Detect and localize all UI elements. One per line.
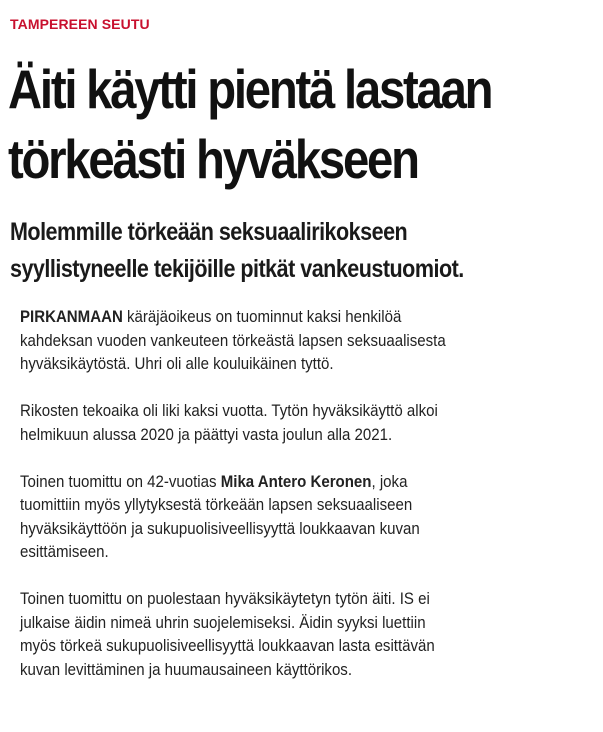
lead-line-1: Molemmille törkeään seksuaalirikokseen: [10, 218, 408, 246]
body-p1-lead-word: PIRKANMAAN: [20, 307, 123, 326]
lead-line-2: syyllistyneelle tekijöille pitkät vankeustuomiot.: [10, 255, 464, 283]
body-p3-line-3: hyväksikäyttöön ja sukupuolisiveellisyyttä loukkaavan kuvan: [20, 518, 420, 538]
body-p2-line-2: helmikuun alussa 2020 ja päättyi vasta joulun alla 2021.: [20, 424, 393, 444]
body-p1-line-1-rest: käräjäoikeus on tuominnut kaksi henkilöä: [122, 307, 402, 326]
headline-line-2: törkeästi hyväkseen: [8, 128, 418, 190]
body-p4-line-3: myös törkeä sukupuolisiveellisyyttä loukkaavan lasta esittävän: [20, 636, 435, 655]
section-label[interactable]: TAMPEREEN SEUTU: [10, 16, 150, 32]
body-paragraph-4: [20, 587, 586, 681]
body-paragraph-2: [20, 399, 586, 446]
body-paragraph-1: [20, 305, 586, 376]
body-p3-line-2: tuomittiin myös yllytyksestä törkeään lapsen seksuaaliseen: [20, 495, 413, 514]
body-p3-name: Mika Antero Keronen: [220, 471, 372, 491]
headline: [8, 54, 603, 194]
body-p3-line-1-start: Toinen tuomittu on 42-vuotias: [20, 471, 221, 491]
body-p3-line-1-end: , joka: [371, 471, 408, 491]
lead-paragraph: [10, 214, 596, 288]
body-p1-line-1: [20, 305, 586, 329]
body-paragraph-3: [20, 470, 586, 564]
body-p3-line-1: [20, 470, 586, 494]
body-p1-line-3: hyväksikäytöstä. Uhri oli alle kouluikäinen tyttö.: [20, 354, 334, 373]
body-p1-line-2: kahdeksan vuoden vankeuteen törkeästä lapsen seksuaalisesta: [20, 330, 446, 350]
body-p4-line-2: julkaise äidin nimeä uhrin suojelemiseksi. Äidin syyksi luettiin: [20, 612, 426, 632]
body-p4-line-1: Toinen tuomittu on puolestaan hyväksikäytetyn tytön äiti. IS ei: [20, 589, 430, 608]
body-p2-line-1: Rikosten tekoaika oli liki kaksi vuotta. Tytön hyväksikäyttö alkoi: [20, 401, 438, 420]
body-p4-line-4: kuvan levittäminen ja huumausaineen käyttörikos.: [20, 659, 353, 679]
body-p3-line-4: esittämiseen.: [20, 542, 109, 561]
article-body: [20, 305, 586, 705]
headline-line-1: Äiti käytti pientä lastaan: [8, 58, 492, 120]
